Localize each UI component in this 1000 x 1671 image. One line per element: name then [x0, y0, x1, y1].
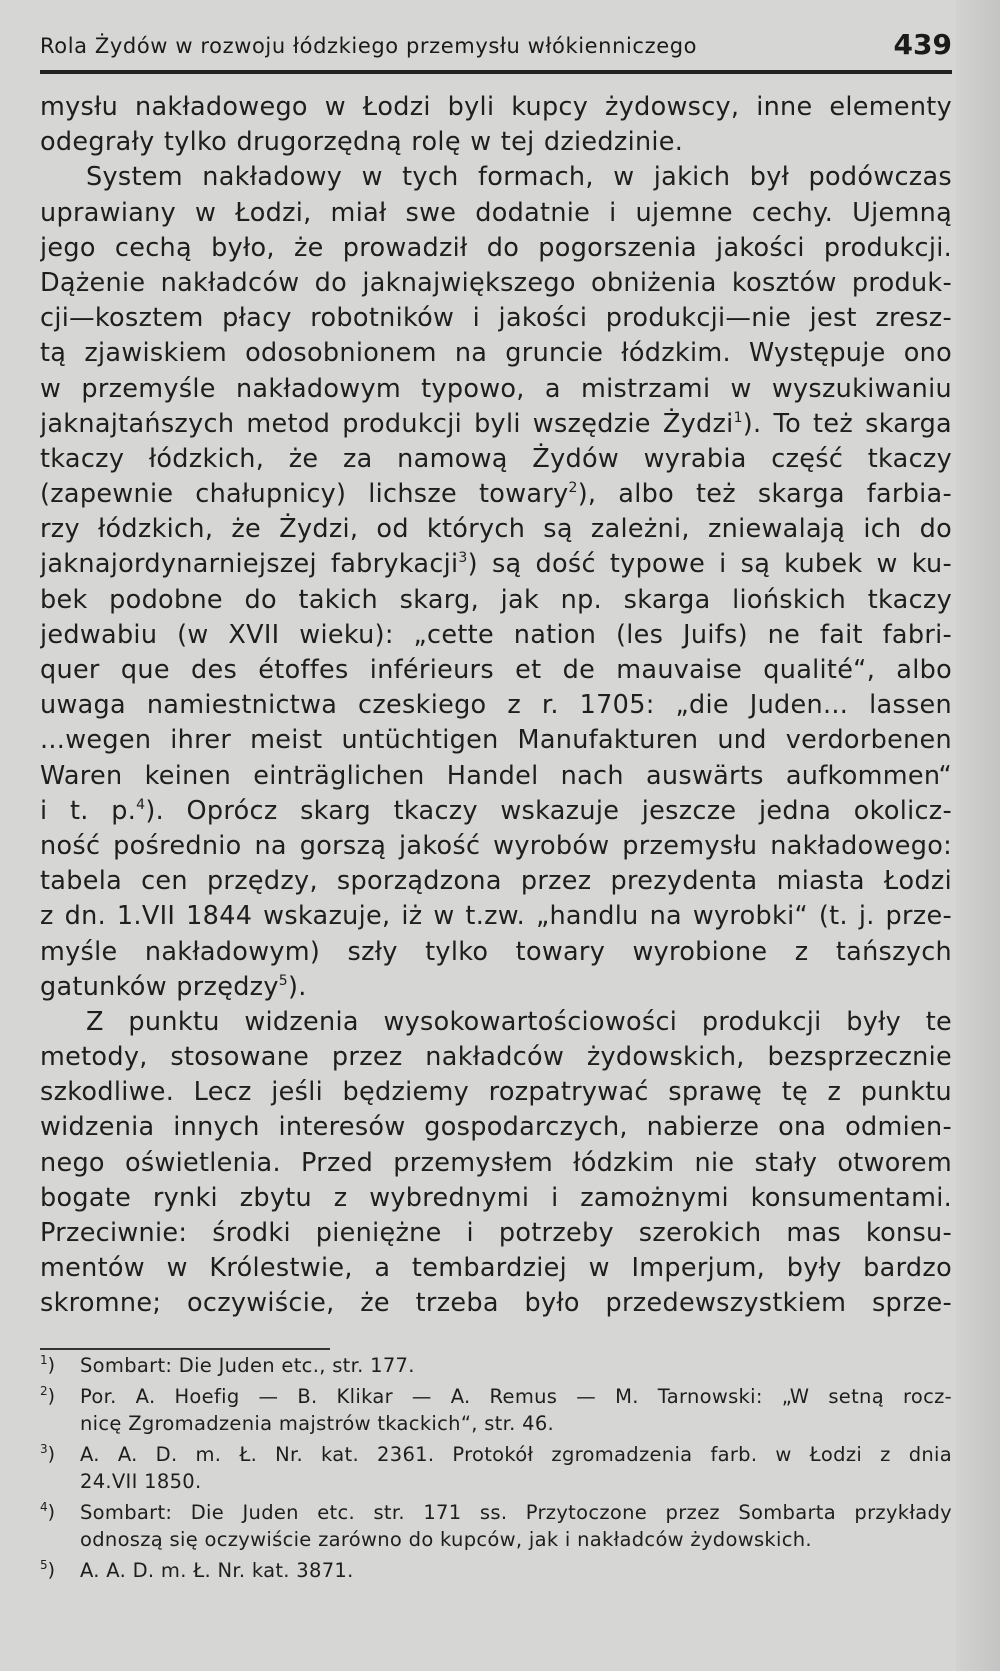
text-line	[40, 794, 952, 829]
text-line: bek podobne do takich skarg, jak np. skarga liońskich tkaczy	[40, 584, 952, 615]
footnote-ref-5: 5	[278, 972, 288, 989]
footnote-paren: )	[47, 1354, 56, 1376]
header-rule	[40, 70, 952, 74]
text-line: System nakładowy w tych formach, w jakich był podówczas	[86, 162, 952, 193]
footnote-number: 4	[40, 1500, 48, 1514]
footnote-line: A. A. D. m. Ł. Nr. kat. 3871.	[80, 1559, 354, 1582]
footnote-1	[40, 1352, 952, 1379]
footnote-line: nicę Zgromadzenia majstrów tkackich“, str. 46.	[80, 1412, 555, 1435]
text-line: szkodliwe. Lecz jeśli będziemy rozpatrywać sprawę tę z punktu	[40, 1077, 952, 1108]
footnote-mark	[40, 1441, 55, 1468]
text-line: jego cechą było, że prowadził do pogorszenia jakości produkcji.	[40, 232, 952, 263]
footnote-number: 5	[40, 1558, 48, 1572]
text-line: ność pośrednio na gorszą jakość wyrobów przemysłu nakładowego:	[40, 830, 952, 861]
text-line: quer que des étoffes inférieurs et de mauvaise qualité“, albo	[40, 655, 952, 685]
text-line: tkaczy łódzkich, że za namową Żydów wyrabia część tkaczy	[40, 443, 952, 474]
footnote-rule	[40, 1348, 330, 1350]
footnote-line: A. A. D. m. Ł. Nr. kat. 2361. Protokół zgromadzenia farb. w Łodzi z dnia	[80, 1443, 952, 1466]
text-line: nego oświetlenia. Przed przemysłem łódzkim nie stały otworem	[40, 1147, 952, 1178]
footnote-mark	[40, 1352, 55, 1379]
text-line: mysłu nakładowego w Łodzi byli kupcy żydowscy, inne elementy	[40, 92, 952, 122]
footnote-line: Por. A. Hoefig — B. Klikar — A. Remus — M. Tarnowski: „W setną rocz-	[80, 1385, 952, 1408]
text-fragment: jaknajordynarniejszej fabrykacji	[40, 549, 459, 580]
text-fragment: ). To też skarga	[742, 408, 952, 439]
footnote-mark	[40, 1499, 55, 1526]
text-line: rzy łódzkich, że Żydzi, od których są zależni, zniewalają ich do	[40, 514, 952, 545]
footnote-mark	[40, 1383, 55, 1410]
text-fragment: ) są dość typowe i są kubek w ku-	[467, 549, 952, 580]
text-line: skromne; oczywiście, że trzeba było przedewszystkiem sprze-	[40, 1288, 952, 1319]
footnote-ref-1: 1	[733, 409, 743, 426]
text-line: tabela cen przędzy, sporządzona przez prezydenta miasta Łodzi	[40, 866, 952, 897]
text-line: Waren keinen einträglichen Handel nach auswärts aufkommen“	[40, 760, 952, 791]
text-line: cji—kosztem płacy robotników i jakości produkcji—nie jest zresz-	[40, 303, 952, 334]
text-line: metody, stosowane przez nakładców żydowskich, bezsprzecznie	[40, 1042, 952, 1073]
text-line: Przeciwnie: środki pieniężne i potrzeby szerokich mas konsu-	[40, 1218, 952, 1248]
text-fragment: ). Oprócz skarg tkaczy wskazuje jeszcze jedna okolicz-	[145, 795, 952, 826]
text-line	[40, 970, 952, 1005]
text-fragment: i t. p.	[40, 795, 137, 826]
footnote-number: 2	[40, 1384, 48, 1398]
footnote-line: Sombart: Die Juden etc., str. 177.	[80, 1354, 415, 1377]
text-line: odegrały tylko drugorzędną rolę w tej dziedzinie.	[40, 127, 684, 158]
page-number: 439	[893, 28, 952, 61]
text-line: jedwabiu (w XVII wieku): „cette nation (les Juifs) ne fait fabri-	[40, 619, 952, 650]
main-text	[40, 90, 952, 1322]
text-fragment: ).	[287, 971, 307, 1002]
footnote-5	[40, 1557, 952, 1584]
footnote-3	[40, 1441, 952, 1495]
footnote-number: 1	[40, 1353, 48, 1367]
running-title: Rola Żydów w rozwoju łódzkiego przemysłu włókienniczego	[40, 34, 698, 58]
footnotes	[40, 1352, 952, 1588]
text-line: mentów w Królestwie, a tembardziej w Imperjum, były bardzo	[40, 1253, 952, 1284]
footnote-paren: )	[47, 1501, 56, 1523]
page-header	[40, 28, 952, 68]
footnote-paren: )	[47, 1443, 56, 1465]
footnote-4	[40, 1499, 952, 1553]
footnote-paren: )	[47, 1385, 56, 1407]
footnote-paren: )	[47, 1559, 56, 1581]
footnote-mark	[40, 1557, 55, 1584]
text-line: Z punktu widzenia wysokowartościowości produkcji były te	[86, 1006, 952, 1037]
footnote-line: 24.VII 1850.	[80, 1470, 202, 1493]
text-line: myśle nakładowym) szły tylko towary wyrobione z tańszych	[40, 936, 952, 967]
text-line: Dążenie nakładców do jaknajwiększego obniżenia kosztów produk-	[40, 267, 952, 298]
footnote-ref-2: 2	[568, 480, 578, 497]
text-fragment: gatunków przędzy	[40, 971, 279, 1002]
text-line: w przemyśle nakładowym typowo, a mistrzami w wyszukiwaniu	[40, 373, 952, 404]
text-line: ...wegen ihrer meist untüchtigen Manufakturen und verdorbenen	[40, 725, 952, 756]
footnote-line: odnoszą się oczywiście zarówno do kupców, jak i nakładców żydowskich.	[80, 1528, 812, 1551]
footnote-line: Sombart: Die Juden etc. str. 171 ss. Przytoczone przez Sombarta przykłady	[80, 1501, 952, 1524]
text-fragment: (zapewnie chałupnicy) lichsze towary	[40, 479, 569, 510]
text-line	[40, 407, 952, 442]
footnote-ref-3: 3	[458, 550, 468, 567]
text-line: widzenia innych interesów gospodarczych, nabierze ona odmien-	[40, 1112, 952, 1143]
text-fragment: ), albo też skarga farbia-	[577, 479, 952, 510]
page-edge-shadow	[956, 0, 1000, 1671]
text-line: tą zjawiskiem odosobnionem na gruncie łódzkim. Występuje ono	[40, 338, 952, 369]
text-line	[40, 547, 952, 582]
text-line: z dn. 1.VII 1844 wskazuje, iż w t.zw. „handlu na wyrobki“ (t. j. prze-	[40, 901, 952, 932]
footnote-ref-4: 4	[136, 796, 146, 813]
footnote-number: 3	[40, 1442, 48, 1456]
footnote-2	[40, 1383, 952, 1437]
text-line: uprawiany w Łodzi, miał swe dodatnie i ujemne cechy. Ujemną	[40, 197, 952, 228]
text-line	[40, 477, 952, 512]
text-line: uwaga namiestnictwa czeskiego z r. 1705: „die Juden... lassen	[40, 690, 952, 721]
text-line: bogate rynki zbytu z wybrednymi i zamożnymi konsumentami.	[40, 1182, 952, 1213]
text-fragment: jaknajtańszych metod produkcji byli wszędzie Żydzi	[40, 408, 734, 439]
